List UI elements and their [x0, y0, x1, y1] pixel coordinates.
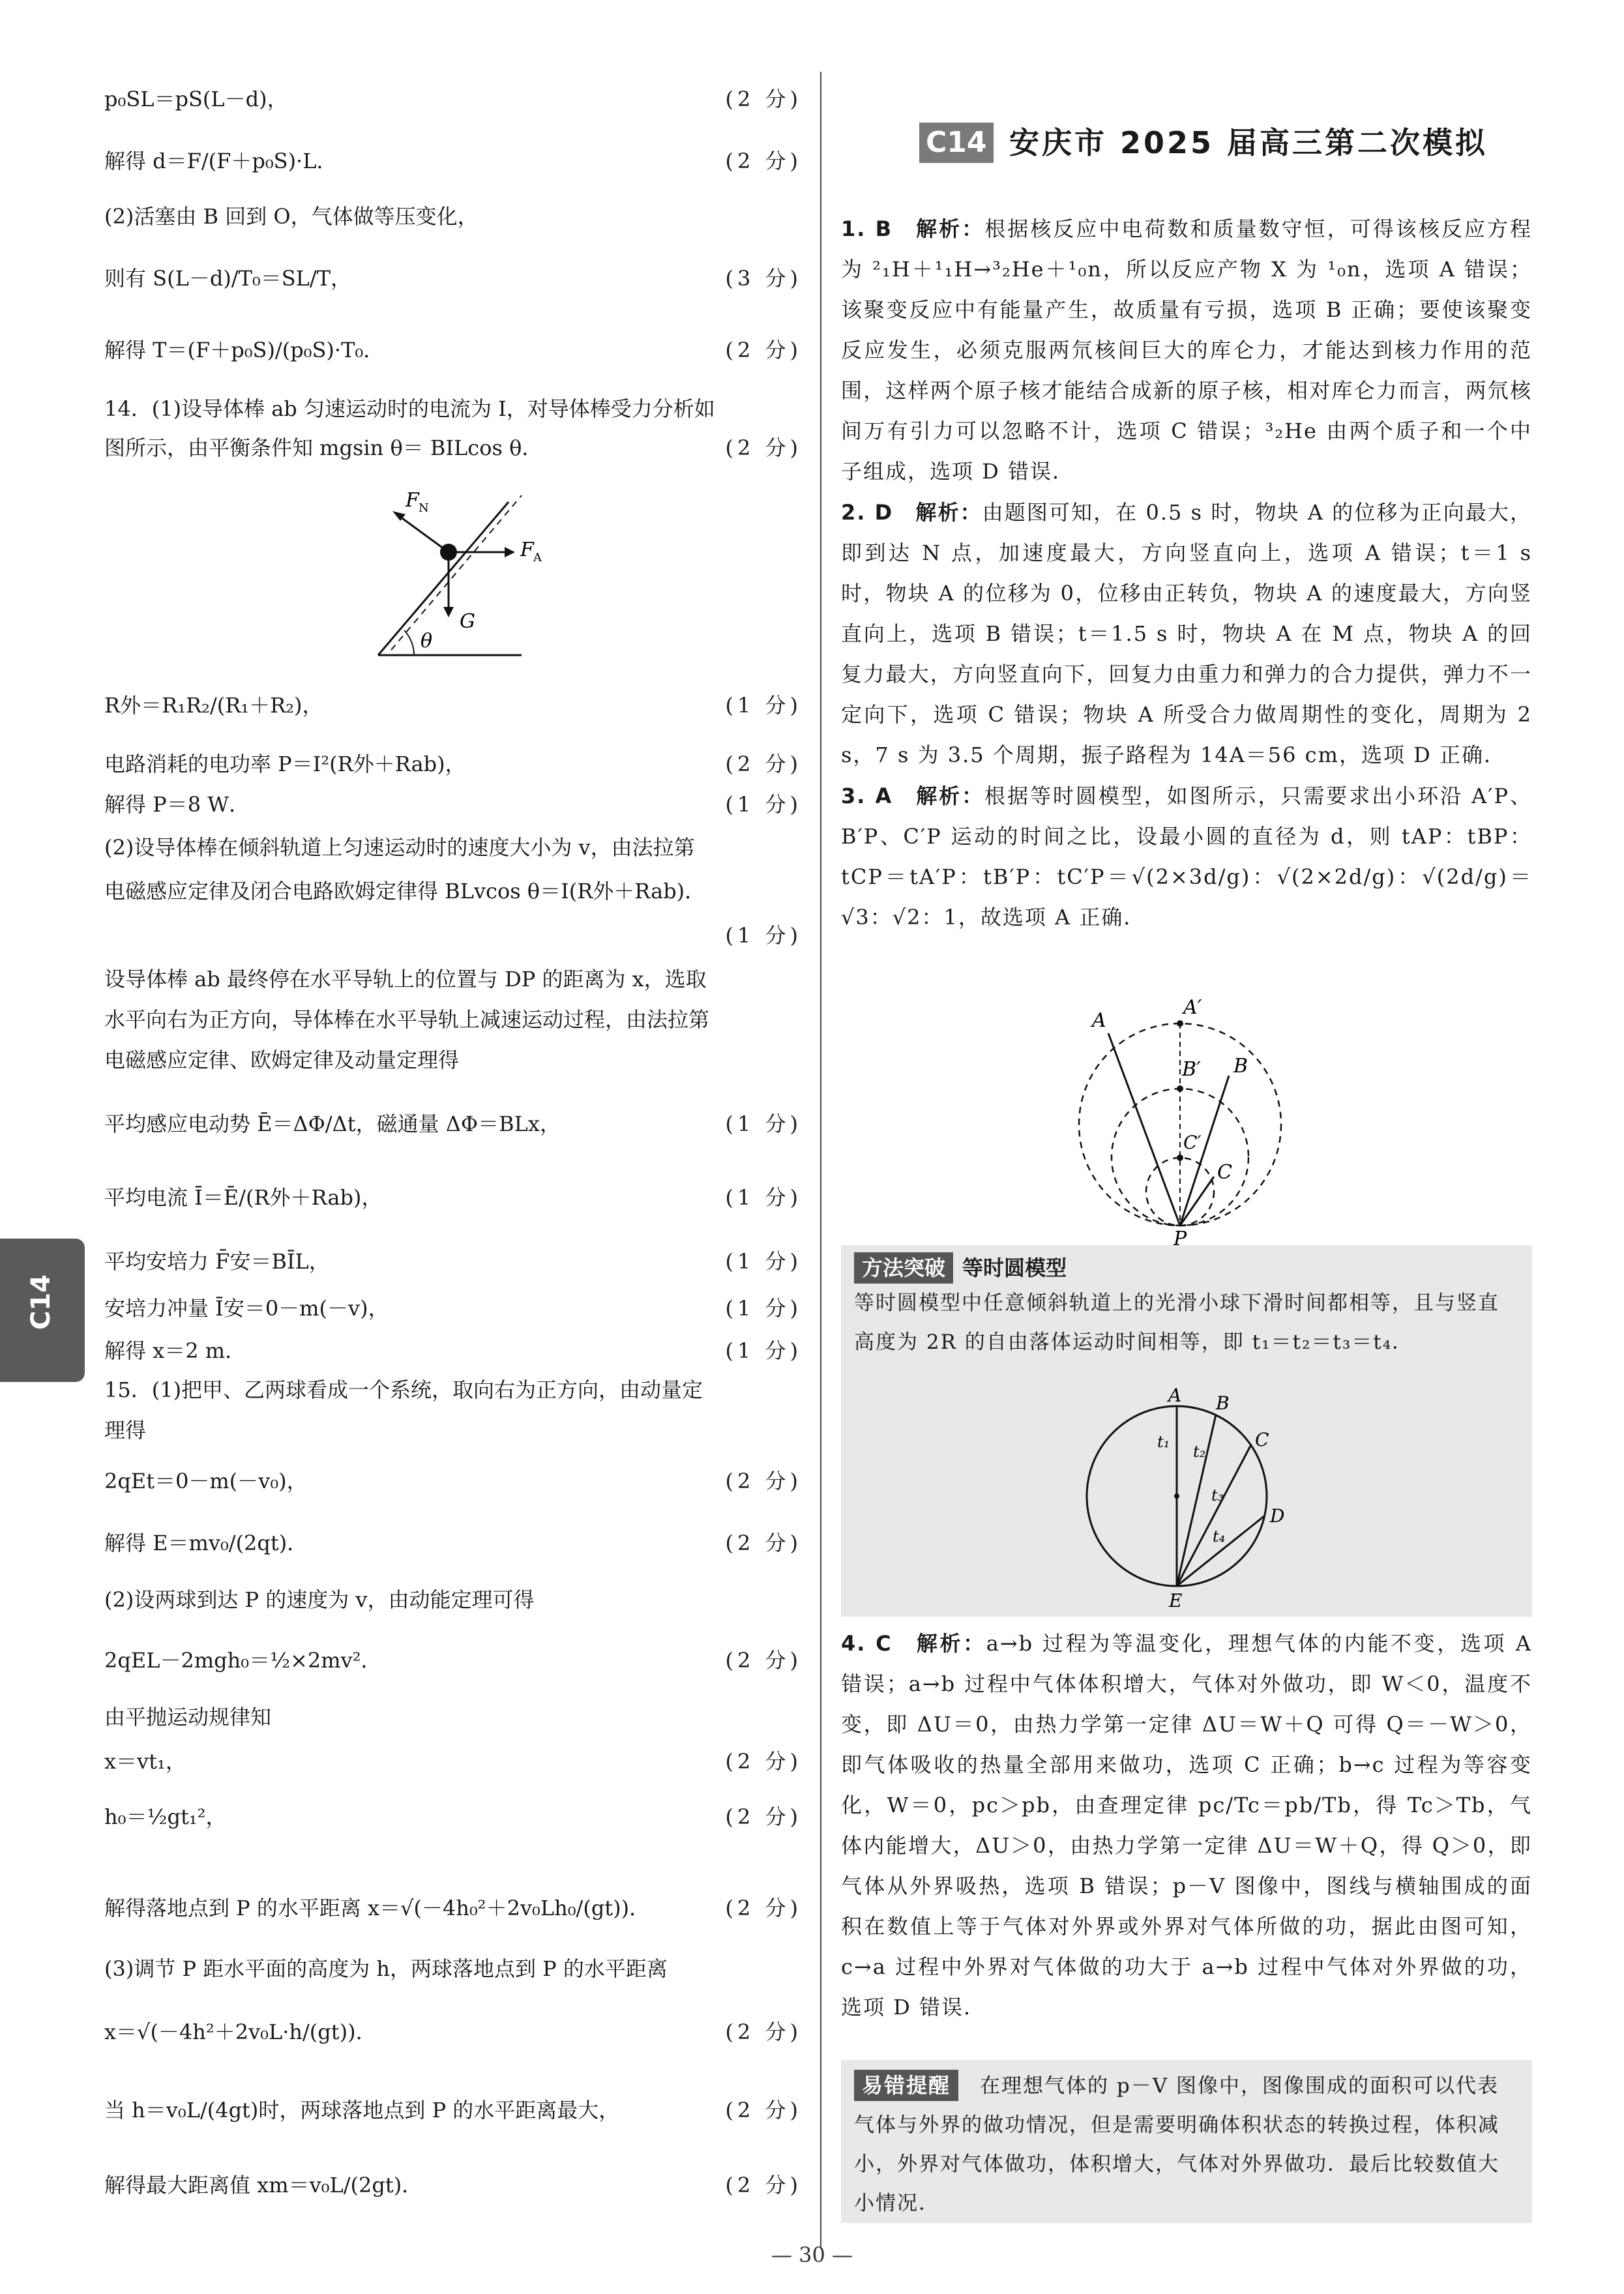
- title-tag: C14: [919, 123, 994, 163]
- label-a: A: [1168, 1385, 1182, 1406]
- warning-text: 在理想气体的 p－V 图像中，图像围成的面积可以代表气体与外界的做功情况，但是需要明确体积状态的转换过程，体积减小，外界对气体做功，体积增大，气体对外界做功．最后比较数值大小情况．: [854, 2074, 1499, 2215]
- column-divider: [820, 72, 821, 2249]
- q2-text: 由题图可知，在 0.5 s 时，物块 A 的位移为正向最大，即到达 N 点，加速度最大，方向竖直向上，选项 A 错误；t＝1 s 时，物块 A 的位移为 0，位移由正转负，物块 A 的速度最大，方向竖直向上，选项 B 错误；t＝1.5 s 时，物块 A 在 M 点，物块 A 的回复力最大，方向竖直向下，回复力由重力和弹力的合力提供，弹力不一定向下，选项 C 错误；物块 A 所受合力做周期性的变化，周期为 2 s，7 s 为 3.5 个周期，振子路程为 14A＝56 cm，选项 D 正确．: [841, 500, 1532, 767]
- label-b: B: [1233, 1055, 1248, 1078]
- method-title: 等时圆模型: [962, 1256, 1067, 1280]
- label-a: A: [1092, 1009, 1106, 1032]
- answer-q4: [841, 1623, 1532, 2027]
- q4-text: a→b 过程为等温变化，理想气体的内能不变，选项 A 错误；a→b 过程中气体体积增大，气体对外做功，即 W＜0，温度不变，即 ΔU＝0，由热力学第一定律 ΔU＝W＋Q 可得 Q＝－W＞0，即气体吸收的热量全部用来做功，选项 C 正确；b→c 过程为等容变化，W＝0，pc＞pb，由查理定律 pc/Tc＝pb/Tb，得 Tc＞Tb，气体内能增大，ΔU＞0，由热力学第一定律 ΔU＝W＋Q，得 Q＞0，即气体从外界吸热，选项 B 错误；p－V 图像中，图线与横轴围成的面积在数值上等于气体对外界或外界对气体所做的功，据此由图可知，c→a 过程中外界对气体做的功大于 a→b 过程中气体对外界做的功，选项 D 错误．: [841, 1631, 1532, 2020]
- label-c: C: [1217, 1161, 1232, 1184]
- theta-label: θ: [421, 630, 433, 653]
- label-t4: t₄: [1213, 1527, 1226, 1546]
- q3-text: 根据等时圆模型，如图所示，只需要求出小环沿 A′P、B′P、C′P 运动的时间之比，设最小圆的直径为 d，则 tAP：tBP：tCP＝tA′P：tB′P：tC′P＝√(2×3d/g)：√(2×2d/g)：√(2d/g)＝√3：√2：1，故选项 A 正确．: [841, 784, 1532, 930]
- label-b: B: [1216, 1392, 1230, 1414]
- answer-q2: [841, 492, 1532, 775]
- force-diagram: [359, 479, 645, 668]
- method-tag: 方法突破: [854, 1252, 953, 1284]
- label-b-prime: B′: [1182, 1058, 1201, 1081]
- label-p: P: [1174, 1228, 1187, 1245]
- label-d: D: [1270, 1505, 1285, 1527]
- page-number: — 30 —: [771, 2243, 853, 2267]
- method-text: 等时圆模型中任意倾斜轨道上的光滑小球下滑时间都相等，且与竖直高度为 2R 的自由落体运动时间相等，即 t₁＝t₂＝t₃＝t₄．: [854, 1291, 1499, 1354]
- iso-time-circle-diagram: [1063, 978, 1297, 1245]
- warning-tag: 易错提醒: [854, 2070, 958, 2101]
- fn-label: F: [406, 489, 419, 512]
- g-label: G: [460, 610, 475, 633]
- fa-sub: A: [533, 551, 542, 565]
- q4-label: 解析：: [916, 1631, 986, 1656]
- side-tab: [0, 1239, 85, 1382]
- warning-box: [841, 2060, 1532, 2223]
- fa-label: F: [520, 538, 534, 561]
- answer-q1: [841, 209, 1532, 492]
- method-circle-diagram: [1076, 1375, 1297, 1610]
- q1-text: 根据核反应中电荷数和质量数守恒，可得该核反应方程为 ²₁H＋¹₁H→³₂He＋¹₀n，所以反应产物 X 为 ¹₀n，选项 A 错误；该聚变反应中有能量产生，故质量有亏损，选项 B 正确；要使该聚变反应发生，必须克服两氘核间巨大的库仑力，才能达到核力作用的范围，这样两个原子核才能结合成新的原子核，相对库仑力而言，两氘核间万有引力可以忽略不计，选项 C 错误；³₂He 由两个质子和一个中子组成，选项 D 错误．: [841, 216, 1532, 484]
- q3-number: 3. A: [841, 784, 893, 808]
- q1-label: 解析：: [916, 216, 985, 241]
- fn-sub: N: [419, 501, 429, 515]
- label-t3: t₃: [1211, 1486, 1224, 1505]
- label-c: C: [1255, 1429, 1269, 1450]
- q2-label: 解析：: [915, 500, 982, 525]
- label-c-prime: C′: [1183, 1132, 1202, 1153]
- q1-number: 1. B: [841, 216, 893, 241]
- answer-q3: [841, 776, 1532, 937]
- label-t2: t₂: [1193, 1443, 1206, 1461]
- label-t1: t₁: [1157, 1433, 1170, 1451]
- label-a-prime: A′: [1183, 996, 1202, 1019]
- label-e: E: [1169, 1590, 1183, 1610]
- method-box: [841, 1245, 1532, 1617]
- q2-number: 2. D: [841, 500, 894, 525]
- q3-label: 解析：: [916, 784, 985, 808]
- side-tab-label: C14: [26, 1274, 56, 1330]
- page-title: 安庆市 2025 届高三第二次模拟: [1009, 125, 1488, 160]
- q4-number: 4. C: [841, 1631, 893, 1656]
